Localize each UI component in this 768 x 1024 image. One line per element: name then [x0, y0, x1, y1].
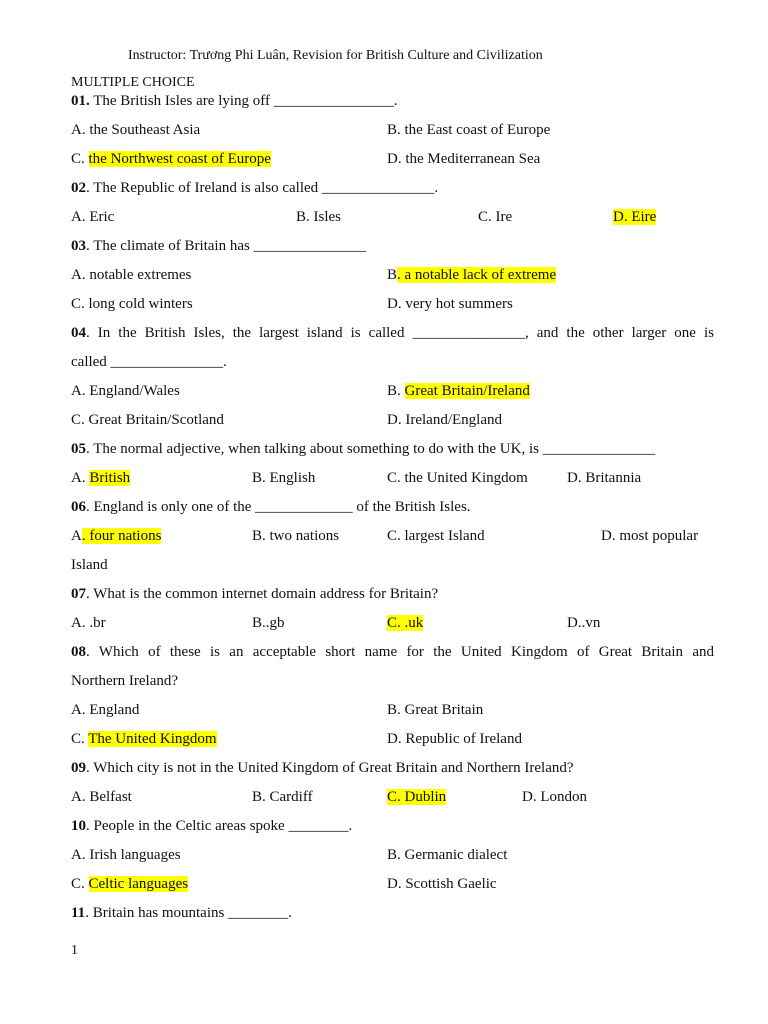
question-text: . Which city is not in the United Kingdom of Great Britain and Northern Ireland? [86, 760, 574, 776]
text-segment: A. [71, 847, 90, 863]
text-segment: the East coast of Europe [404, 122, 551, 138]
question-text: . The Republic of Ireland is also called _______________. [86, 180, 439, 196]
question-10 [71, 819, 352, 834]
question-number: 03 [71, 238, 86, 254]
question-text: . Britain has mountains ________. [85, 905, 292, 921]
section-title: MULTIPLE CHOICE [71, 75, 195, 90]
text-segment: B. [252, 528, 270, 544]
question-number: 11 [71, 905, 86, 921]
question-04-continued: called _______________. [71, 354, 227, 370]
text-segment: C. [71, 296, 89, 312]
text-segment: the United Kingdom [404, 470, 528, 486]
text-segment: Irish languages [89, 847, 181, 863]
text-segment: C. [71, 876, 89, 892]
text-segment: A. [71, 702, 90, 718]
text-segment: D. [387, 731, 406, 747]
text-segment: Cardiff [269, 789, 313, 805]
text-segment: Scottish Gaelic [405, 876, 497, 892]
option-07-b [252, 616, 285, 631]
question-07 [71, 587, 438, 602]
option-08-c [71, 732, 217, 747]
question-08-continued: Northern Ireland? [71, 673, 179, 689]
option-02-d [613, 210, 656, 225]
answer-highlight: C. Dublin [387, 789, 447, 805]
question-text: . In the British Isles, the largest island is called _______________, and the other larger one is [86, 325, 714, 341]
option-06-d-continued: Island [71, 557, 108, 573]
question-06 [71, 500, 471, 515]
text-segment: English [269, 470, 316, 486]
text-segment: C. [387, 528, 405, 544]
text-segment: .gb [265, 615, 285, 631]
text-segment: two nations [269, 528, 340, 544]
question-text: . England is only one of the _____________ of the British Isles. [86, 499, 471, 515]
answer-highlight: D. Eire [613, 209, 657, 225]
text-segment: Great Britain/Scotland [88, 412, 224, 428]
option-08-d [387, 732, 522, 747]
text-segment: largest Island [404, 528, 485, 544]
text-segment: C. [478, 209, 496, 225]
option-03-c [71, 297, 193, 312]
question-number: 05 [71, 441, 86, 457]
option-01-a [71, 123, 200, 138]
text-segment: Ireland/England [405, 412, 502, 428]
question-number: 08 [71, 644, 86, 660]
option-07-a [71, 616, 106, 631]
option-07-d [567, 616, 600, 631]
text-segment: D. [387, 296, 406, 312]
answer-highlight: the Northwest coast of Europe [88, 151, 271, 167]
option-09-c [387, 790, 446, 805]
option-04-d [387, 413, 502, 428]
text-segment: A. [71, 122, 90, 138]
option-05-d [567, 471, 641, 486]
text-segment: .vn [581, 615, 601, 631]
option-08-b [387, 703, 483, 718]
option-05-c [387, 471, 528, 486]
text-segment: notable extremes [89, 267, 192, 283]
question-text: . People in the Celtic areas spoke ________. [86, 818, 353, 834]
option-03-a [71, 268, 191, 283]
text-segment: B. [296, 209, 314, 225]
question-number: 10 [71, 818, 86, 834]
option-04-c [71, 413, 224, 428]
answer-highlight: C. .uk [387, 615, 424, 631]
option-03-d [387, 297, 513, 312]
question-number: 09 [71, 760, 86, 776]
text-segment: Republic of Ireland [405, 731, 522, 747]
page-number: 1 [71, 943, 78, 958]
question-02 [71, 181, 438, 196]
answer-highlight: Celtic languages [88, 876, 189, 892]
question-text: . The normal adjective, when talking about something to do with the UK, is _______________ [86, 441, 656, 457]
option-02-b [296, 210, 341, 225]
question-text: The British Isles are lying off ________________. [89, 93, 398, 109]
text-segment: Belfast [89, 789, 132, 805]
text-segment: A. [71, 470, 90, 486]
text-segment: long cold winters [88, 296, 193, 312]
text-segment: D. [567, 615, 582, 631]
question-05 [71, 442, 655, 457]
question-03 [71, 239, 366, 254]
option-05-b [252, 471, 315, 486]
text-segment: England [89, 702, 140, 718]
text-segment: Isles [313, 209, 342, 225]
text-segment: the Mediterranean Sea [405, 151, 541, 167]
question-09 [71, 761, 574, 776]
question-04 [71, 326, 714, 341]
answer-highlight: . a notable lack of extreme [397, 267, 557, 283]
text-segment: B. [387, 383, 405, 399]
text-segment: London [540, 789, 588, 805]
text-segment: Britannia [585, 470, 642, 486]
option-10-a [71, 848, 181, 863]
text-segment: D. [567, 470, 586, 486]
text-segment: B. [387, 847, 405, 863]
option-01-b [387, 123, 550, 138]
text-segment: A [71, 528, 82, 544]
question-number: 07 [71, 586, 86, 602]
text-segment: C. [71, 412, 89, 428]
text-segment: D. [387, 876, 406, 892]
option-10-d [387, 877, 497, 892]
text-segment: D. [387, 151, 406, 167]
text-segment: A. [71, 789, 90, 805]
text-segment: B. [387, 122, 405, 138]
text-segment: Great Britain [404, 702, 484, 718]
option-06-d [601, 529, 698, 544]
text-segment: B. [252, 789, 270, 805]
text-segment: A. [71, 383, 90, 399]
option-05-a [71, 471, 130, 486]
option-09-d [522, 790, 587, 805]
text-segment: Ire [495, 209, 513, 225]
text-segment: B. [252, 615, 266, 631]
question-number: 06 [71, 499, 86, 515]
text-segment: very hot summers [405, 296, 513, 312]
answer-highlight: . four nations [81, 528, 162, 544]
option-01-d [387, 152, 540, 167]
text-segment: A. [71, 615, 90, 631]
text-segment: D. [601, 528, 620, 544]
text-segment: C. [387, 470, 405, 486]
answer-highlight: British [89, 470, 131, 486]
option-06-c [387, 529, 485, 544]
text-segment: Germanic dialect [404, 847, 508, 863]
question-number: 01. [71, 93, 90, 109]
text-segment: C. [71, 731, 89, 747]
question-text: . What is the common internet domain address for Britain? [86, 586, 439, 602]
text-segment: England/Wales [89, 383, 180, 399]
option-06-b [252, 529, 339, 544]
option-02-c [478, 210, 512, 225]
option-02-a [71, 210, 114, 225]
text-segment: C. [71, 151, 89, 167]
option-10-c [71, 877, 188, 892]
text-segment: most popular [619, 528, 699, 544]
option-04-a [71, 384, 180, 399]
answer-highlight: Great Britain/Ireland [404, 383, 530, 399]
option-03-b [387, 268, 556, 283]
text-segment: A. [71, 209, 90, 225]
option-01-c [71, 152, 271, 167]
question-number: 02 [71, 180, 86, 196]
option-09-b [252, 790, 313, 805]
page-header: Instructor: Trương Phi Luân, Revision for British Culture and Civilization [128, 48, 543, 63]
option-08-a [71, 703, 139, 718]
text-segment: B [387, 267, 398, 283]
text-segment: A. [71, 267, 90, 283]
text-segment: D. [387, 412, 406, 428]
option-04-b [387, 384, 530, 399]
question-11 [71, 906, 292, 921]
text-segment: B. [252, 470, 270, 486]
option-09-a [71, 790, 132, 805]
text-segment: Eric [89, 209, 115, 225]
answer-highlight: The United Kingdom [88, 731, 217, 747]
option-06-a [71, 529, 161, 544]
question-08 [71, 645, 714, 660]
text-segment: D. [522, 789, 541, 805]
question-text: . The climate of Britain has _______________ [86, 238, 367, 254]
question-number: 04 [71, 325, 86, 341]
text-segment: .br [89, 615, 106, 631]
option-10-b [387, 848, 507, 863]
text-segment: B. [387, 702, 405, 718]
question-text: . Which of these is an acceptable short name for the United Kingdom of Great Britain and [86, 644, 714, 660]
question-01 [71, 94, 398, 109]
text-segment: the Southeast Asia [89, 122, 201, 138]
option-07-c [387, 616, 423, 631]
